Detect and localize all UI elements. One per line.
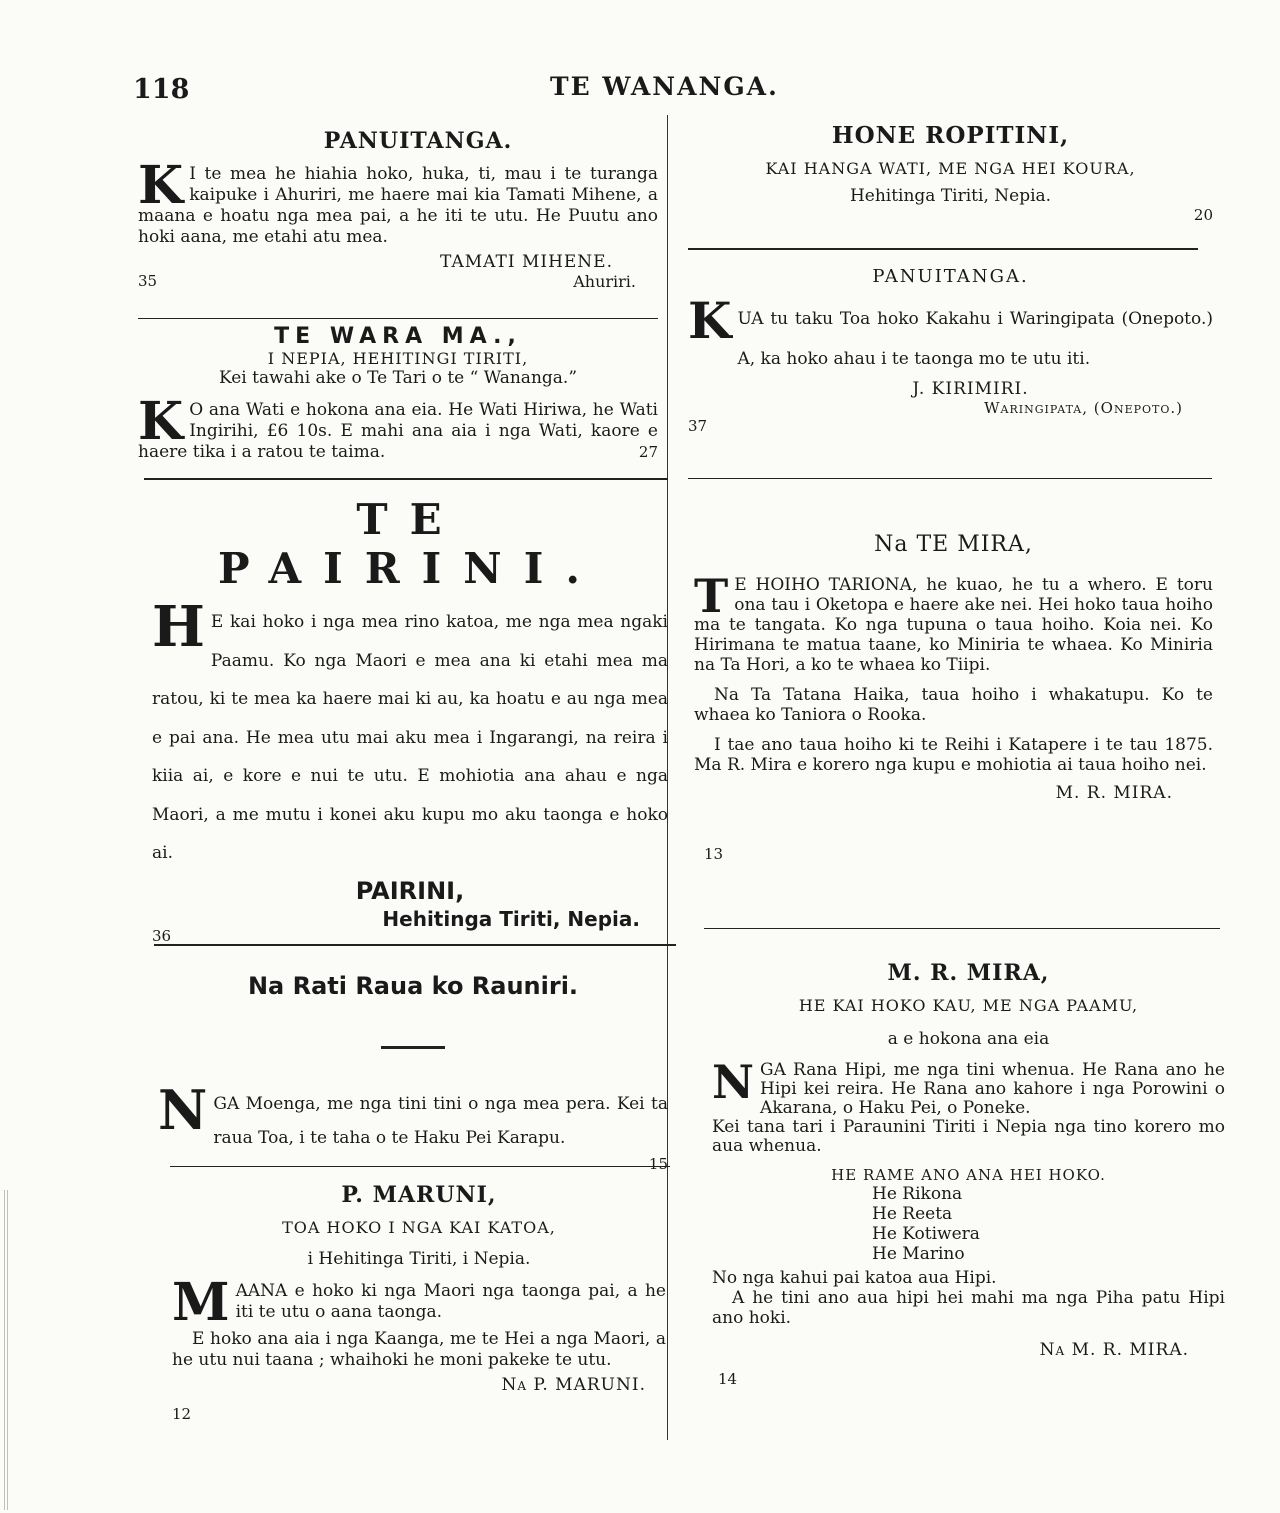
ad-number: 37	[688, 417, 708, 435]
list-heading: HE RAME ANO ANA HEI HOKO.	[831, 1166, 1106, 1184]
drop-cap: M	[172, 1272, 230, 1333]
ad-signer: TAMATI MIHENE.	[440, 252, 613, 272]
ad-body-3: I tae ano taua hoiho ki te Reihi i Katapere i te tau 1875. Ma R. Mira e korero nga kupu e mohiotia ai taua hoiho nei.	[694, 735, 1213, 775]
ad-heading: Na TE MIRA,	[874, 532, 1033, 557]
ad-signer: PAIRINI,	[355, 876, 465, 905]
drop-cap: K	[688, 291, 732, 350]
ad-pairini	[152, 495, 668, 945]
drop-cap: N	[712, 1055, 755, 1109]
ad-heading: Na Rati Raua ko Rauniri.	[247, 972, 579, 1000]
divider	[704, 928, 1220, 929]
ad-signer: J. KIRIMIRI.	[912, 379, 1029, 399]
ad-location: Kei tawahi ake o Te Tari o te “ Wananga.”	[218, 368, 578, 388]
ad-maruni	[172, 1182, 666, 1423]
ad-subheading: HE KAI HOKO KAU, ME NGA PAAMU,	[798, 996, 1139, 1015]
ad-number: 20	[1193, 206, 1213, 224]
drop-cap: T	[694, 569, 729, 623]
ad-wara	[138, 324, 658, 463]
drop-cap: K	[138, 155, 184, 216]
scan-edge	[4, 1190, 10, 1510]
divider	[138, 318, 658, 319]
ad-heading: TE WARA MA.,	[274, 324, 522, 349]
list-item: He Kotiwera	[872, 1224, 980, 1244]
ad-mira-2	[712, 960, 1225, 1388]
divider	[144, 478, 668, 480]
ad-number: 27	[638, 443, 658, 461]
ad-signer: M. R. MIRA.	[1055, 783, 1173, 803]
ad-heading: PANUITANGA.	[323, 128, 513, 154]
ad-body-2: E hoko ana aia i nga Kaanga, me te Hei a nga Maori, a he utu nui taana ; whaihoki he moni pakeke te utu.	[172, 1329, 666, 1370]
ad-number: 13	[704, 845, 724, 863]
ad-number: 36	[152, 926, 172, 945]
list-item: He Marino	[872, 1244, 965, 1264]
ad-panuitanga-2	[688, 266, 1213, 435]
ad-rati	[158, 972, 668, 1173]
ad-body: K I te mea he hiahia hoko, huka, ti, mau i te turanga kaipuke i Ahuriri, me haere mai kia Tamati Mihene, a maana e hoatu nga mea pai, a he iti te utu. He Puutu ano hoki aana, me etahi atu mea.	[138, 155, 658, 247]
ad-subheading: TOA HOKO I NGA KAI KATOA,	[282, 1218, 556, 1237]
ad-body: NGA Moenga, me nga tini tini o nga mea pera. Kei ta raua Toa, i te taha o te Haku Pei Karapu.	[158, 1078, 668, 1148]
ad-signer: Na M. R. MIRA.	[1039, 1340, 1189, 1360]
ad-body: H E kai hoko i nga mea rino katoa, me nga mea ngaki Paamu. Ko nga Maori e mea ana ki etahi mea ma ratou, ki te mea ka haere mai ki au, ka hoatu e au nga mea e pai ana. He mea utu mai aku mea i Ingarangi, na reira i kiia ai, e kore e nui te utu. E mohiotia ana ahau e nga Maori, a me mutu i konei aku kupu mo aku taonga e hoko ai.	[152, 594, 668, 863]
ad-body: KUA tu taku Toa hoko Kakahu i Waringipata (Onepoto.) A, ka hoko ahau i te taonga mo te utu iti.	[688, 291, 1213, 369]
ad-heading: HONE ROPITINI,	[831, 122, 1070, 149]
ad-address: Hehitinga Tiriti, Nepia.	[849, 186, 1052, 206]
ad-heading: TE PAIRINI.	[218, 495, 602, 593]
ad-address: i Hehitinga Tiriti, i Nepia.	[307, 1249, 531, 1269]
ad-body: T E HOIHO TARIONA, he kuao, he tu a whero. E toru ona tau i Oketopa e haere ake nei. Hei hoko taua hoiho ma te tangata. Ko nga tupuna o taua hoiho. Koia nei. Ko Hirimana te matua taane, ko Miniria te whaea. Ko Miniria na Ta Hori, a ko te whaea ko Tiipi.	[694, 569, 1213, 675]
ad-number: 35	[138, 272, 158, 290]
divider	[170, 1166, 670, 1167]
drop-cap: H	[152, 594, 205, 660]
ad-heading: M. R. MIRA,	[887, 960, 1050, 986]
ad-number: 14	[718, 1370, 738, 1388]
ad-body: K O ana Wati e hokona ana eia. He Wati Hiriwa, he Wati Ingirihi, £6 10s. E mahi ana aia i nga Wati, kaore e haere tika i a ratou te taima. 27	[138, 391, 658, 462]
divider	[154, 944, 676, 946]
ad-body-3: No nga kahui pai katoa aua Hipi.	[712, 1268, 997, 1288]
ad-place: Waringipata, (Onepoto.)	[984, 399, 1183, 417]
ad-subheading: KAI HANGA WATI, ME NGA HEI KOURA,	[765, 159, 1136, 178]
ad-heading: P. MARUNI,	[341, 1182, 497, 1208]
breed-list	[872, 1184, 1225, 1264]
ad-body-2: Na Ta Tatana Haika, taua hoiho i whakatupu. Ko te whaea ko Taniora o Rooka.	[694, 685, 1213, 725]
ad-panuitanga	[138, 128, 658, 291]
ad-number: 12	[172, 1405, 192, 1423]
ad-number: 15	[648, 1155, 668, 1173]
divider	[688, 478, 1212, 479]
ad-body-4: A he tini ano aua hipi hei mahi ma nga Piha patu Hipi ano hoki.	[712, 1288, 1225, 1328]
list-item: He Reeta	[872, 1204, 953, 1224]
ad-subheading-2: a e hokona ana eia	[887, 1029, 1050, 1049]
ad-body: NGA Rana Hipi, me nga tini whenua. He Rana ano he Hipi kei reira. He Rana ano kahore i nga Porowini o Akarana, o Haku Pei, o Poneke.	[712, 1055, 1225, 1118]
divider	[688, 248, 1198, 250]
ad-signer: Na P. MARUNI.	[501, 1375, 646, 1395]
drop-cap: N	[158, 1078, 208, 1142]
ad-ropitini	[688, 122, 1213, 224]
ad-address: I NEPIA, HEHITINGI TIRITI,	[267, 349, 529, 368]
page-title: TE WANANGA.	[550, 72, 779, 101]
ad-body-2: Kei tana tari i Paraunini Tiriti i Nepia nga tino korero mo aua whenua.	[712, 1117, 1225, 1156]
ad-mira	[694, 532, 1213, 863]
ad-address: Hehitinga Tiriti, Nepia.	[382, 906, 640, 931]
list-item: He Rikona	[872, 1184, 963, 1204]
ad-heading: PANUITANGA.	[872, 266, 1029, 287]
page-number: 118	[133, 74, 190, 105]
ornament-rule	[381, 1046, 445, 1049]
ad-body: MAANA e hoko ki nga Maori nga taonga pai, a he iti te utu o aana taonga.	[172, 1272, 666, 1333]
ad-place: Ahuriri.	[573, 272, 636, 291]
drop-cap: K	[138, 391, 184, 452]
